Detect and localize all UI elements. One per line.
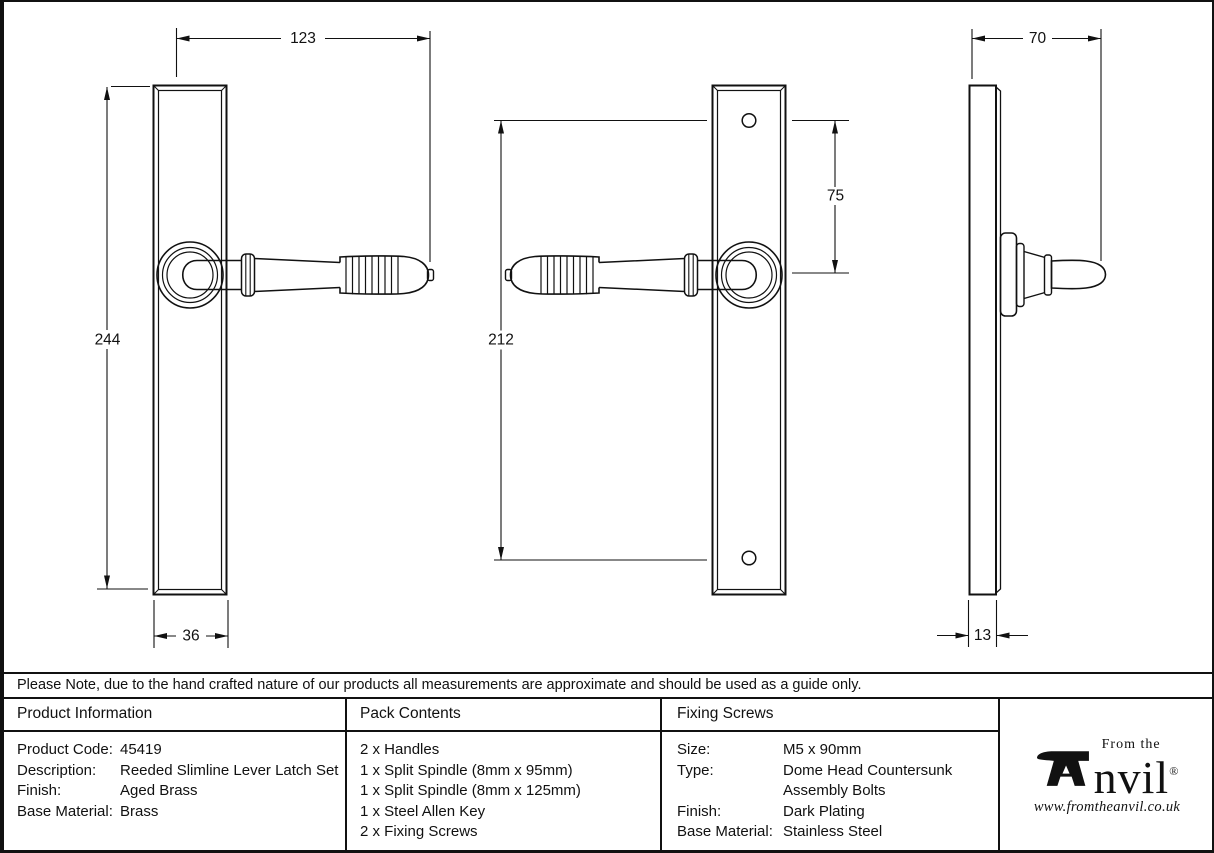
dim-front-height-label: 244: [94, 331, 121, 349]
row-value: Reeded Slimline Lever Latch Set: [120, 761, 339, 779]
row-label: Finish:: [17, 782, 62, 800]
pack-contents-column: [347, 699, 662, 850]
logo-website: www.fromtheanvil.co.uk: [1033, 798, 1181, 815]
side-view-drawing: [937, 29, 1106, 647]
dim-rear-fixing-centres-label: 212: [488, 331, 514, 349]
bottom-screw-hole: [742, 551, 756, 565]
list-item: 2 x Handles: [360, 741, 440, 758]
logo-from-the: From the: [1101, 736, 1161, 752]
front-view-drawing: [90, 28, 434, 648]
row-value: Brass: [120, 802, 159, 820]
lever-front: [183, 254, 434, 296]
row-label: Base Material:: [17, 802, 113, 820]
table-row: [17, 802, 345, 823]
logo-brand-text: [1093, 751, 1179, 803]
top-screw-hole: [742, 114, 756, 128]
logo-brand-word: nvil: [1093, 751, 1170, 803]
registered-mark: ®: [1169, 763, 1179, 778]
dim-front-width: [177, 28, 431, 262]
row-label: Size:: [677, 741, 711, 758]
row-label: Type:: [677, 761, 714, 779]
from-the-anvil-logo: [1034, 734, 1180, 816]
row-value: M5 x 90mm: [783, 741, 862, 758]
row-label: [677, 781, 783, 802]
rose-front: [157, 242, 223, 308]
product-information-header: Product Information: [0, 699, 345, 732]
dim-front-height: [90, 87, 150, 590]
table-row: [677, 740, 998, 761]
dim-rear-hole-to-handle-label: 75: [826, 187, 845, 205]
row-label: Description:: [17, 761, 97, 779]
table-row: [677, 781, 998, 802]
table-row: [17, 781, 345, 802]
table-row: [17, 740, 345, 761]
dim-front-width-label: 123: [290, 30, 316, 47]
anvil-icon: [1036, 743, 1092, 791]
row-value: Aged Brass: [120, 782, 198, 800]
list-item: 1 x Split Spindle (8mm x 95mm): [360, 761, 573, 779]
row-value: Dome Head Countersunk: [783, 761, 953, 779]
row-label: Finish:: [677, 802, 722, 820]
row-value: 45419: [120, 741, 162, 758]
product-information-column: [0, 699, 347, 850]
fixing-screws-column: [662, 699, 1000, 850]
table-row: [17, 761, 345, 782]
handle-side-profile: [1001, 233, 1106, 316]
lever-rear: [506, 254, 757, 296]
fixing-screws-header: Fixing Screws: [662, 699, 998, 732]
rear-view-drawing: [482, 86, 849, 595]
row-label: Base Material:: [677, 823, 773, 841]
row-value: Stainless Steel: [783, 823, 883, 841]
dim-rear-fixing-centres: [482, 121, 707, 561]
dim-side-plate-depth: [937, 600, 1028, 647]
spec-table: [0, 699, 1214, 850]
measurement-note-text: Please Note, due to the hand crafted nature of our products all measurements are approximate and should be used as a guide only.: [17, 677, 862, 693]
rose-rear: [716, 242, 782, 308]
dim-side-projection: [972, 29, 1101, 261]
measurement-note: [0, 672, 1214, 699]
brand-logo-cell: [1000, 699, 1214, 850]
row-value: Dark Plating: [783, 802, 865, 820]
list-item: 1 x Steel Allen Key: [360, 802, 486, 820]
list-item: 1 x Split Spindle (8mm x 125mm): [360, 782, 581, 800]
list-item: 2 x Fixing Screws: [360, 823, 478, 841]
dim-front-plate-width: [154, 600, 228, 648]
dim-rear-hole-to-handle: [792, 121, 849, 274]
dim-front-plate-width-label: 36: [182, 627, 200, 645]
dim-side-projection-label: 70: [1028, 30, 1047, 47]
row-value: Assembly Bolts: [783, 782, 886, 800]
table-row: [677, 822, 998, 843]
row-label: Product Code:: [17, 741, 113, 758]
table-row: [677, 802, 998, 823]
table-row: [677, 761, 998, 782]
pack-contents-header: Pack Contents: [347, 699, 660, 732]
dim-side-plate-depth-label: 13: [973, 627, 992, 644]
